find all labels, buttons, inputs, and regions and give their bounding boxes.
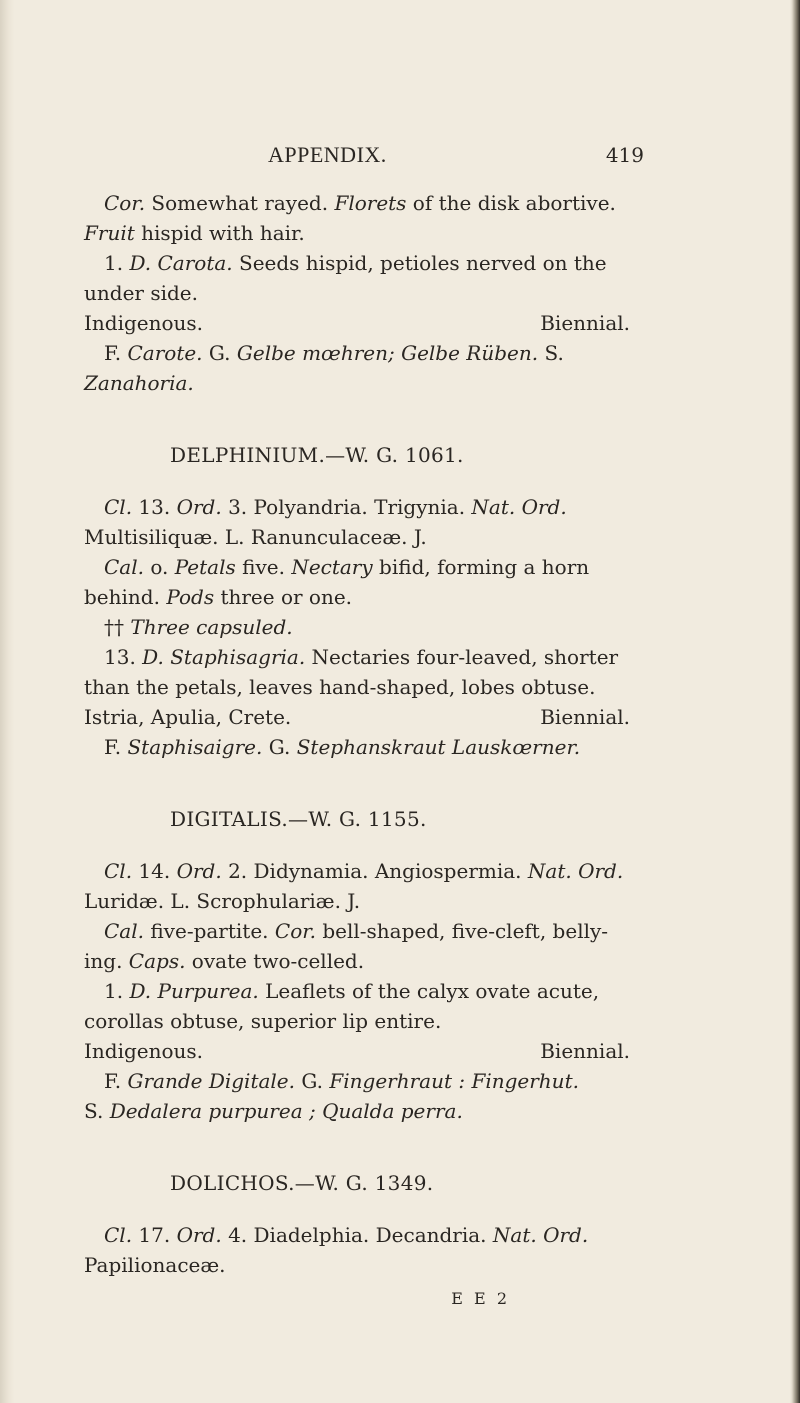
digitalis-spanish-names: S. Dedalera purpurea ; Qualda perra.: [84, 1099, 463, 1123]
printer-signature: E E 2: [451, 1289, 510, 1308]
delphinium-habitat-row: Istria, Apulia, Crete. Biennial.: [84, 705, 630, 729]
genus-heading-delphinium: DELPHINIUM.—W. G. 1061.: [170, 443, 464, 467]
page-left-edge: [0, 0, 14, 1403]
page-header: [84, 140, 644, 188]
digitalis-characters: Cal. five-partite. Cor. bell-shaped, five-cleft, belly-ing. Caps. ovate two-celled.: [84, 919, 609, 973]
page-right-edge: [790, 0, 800, 1403]
genus-heading-dolichos: DOLICHOS.—W. G. 1349.: [170, 1171, 434, 1195]
digitalis-common-names: F. Grande Digitale. G. Fingerhraut : Fingerhut.: [104, 1069, 579, 1093]
digitalis-classification: Cl. 14. Ord. 2. Didynamia. Angiospermia. Nat. Ord. Luridæ. L. Scrophulariæ. J.: [84, 859, 624, 913]
delphinium-species: 13. D. Staphisagria. Nectaries four-leaved, shorter than the petals, leaves hand-shaped, lobes obtuse.: [84, 645, 619, 699]
daucus-common-names: F. Carote. G. Gelbe mœhren; Gelbe Rüben. S. Zanahoria.: [84, 341, 564, 395]
genus-heading-digitalis: DIGITALIS.—W. G. 1155.: [170, 807, 427, 831]
running-head: APPENDIX.: [268, 142, 387, 167]
daucus-habitat-row: Indigenous. Biennial.: [84, 311, 630, 335]
delphinium-classification: Cl. 13. Ord. 3. Polyandria. Trigynia. Nat. Ord. Multisiliquæ. L. Ranunculaceæ. J.: [84, 495, 567, 549]
daucus-characters: Cor. Somewhat rayed. Florets of the disk abortive. Fruit hispid with hair.: [84, 191, 616, 245]
delphinium-common-names: F. Staphisaigre. G. Stephanskraut Lauskœrner.: [104, 735, 581, 759]
digitalis-habitat-row: Indigenous. Biennial.: [84, 1039, 630, 1063]
book-page: [84, 140, 644, 1314]
delphinium-section: †† Three capsuled.: [104, 615, 293, 639]
daucus-species: 1. D. Carota. Seeds hispid, petioles nerved on the under side.: [84, 251, 607, 305]
delphinium-characters: Cal. o. Petals five. Nectary bifid, forming a horn behind. Pods three or one.: [84, 555, 590, 609]
page-number: 419: [605, 143, 644, 167]
dolichos-classification: Cl. 17. Ord. 4. Diadelphia. Decandria. Nat. Ord. Papilionaceæ.: [84, 1223, 589, 1277]
digitalis-species: 1. D. Purpurea. Leaflets of the calyx ovate acute, corollas obtuse, superior lip entire.: [84, 979, 600, 1033]
